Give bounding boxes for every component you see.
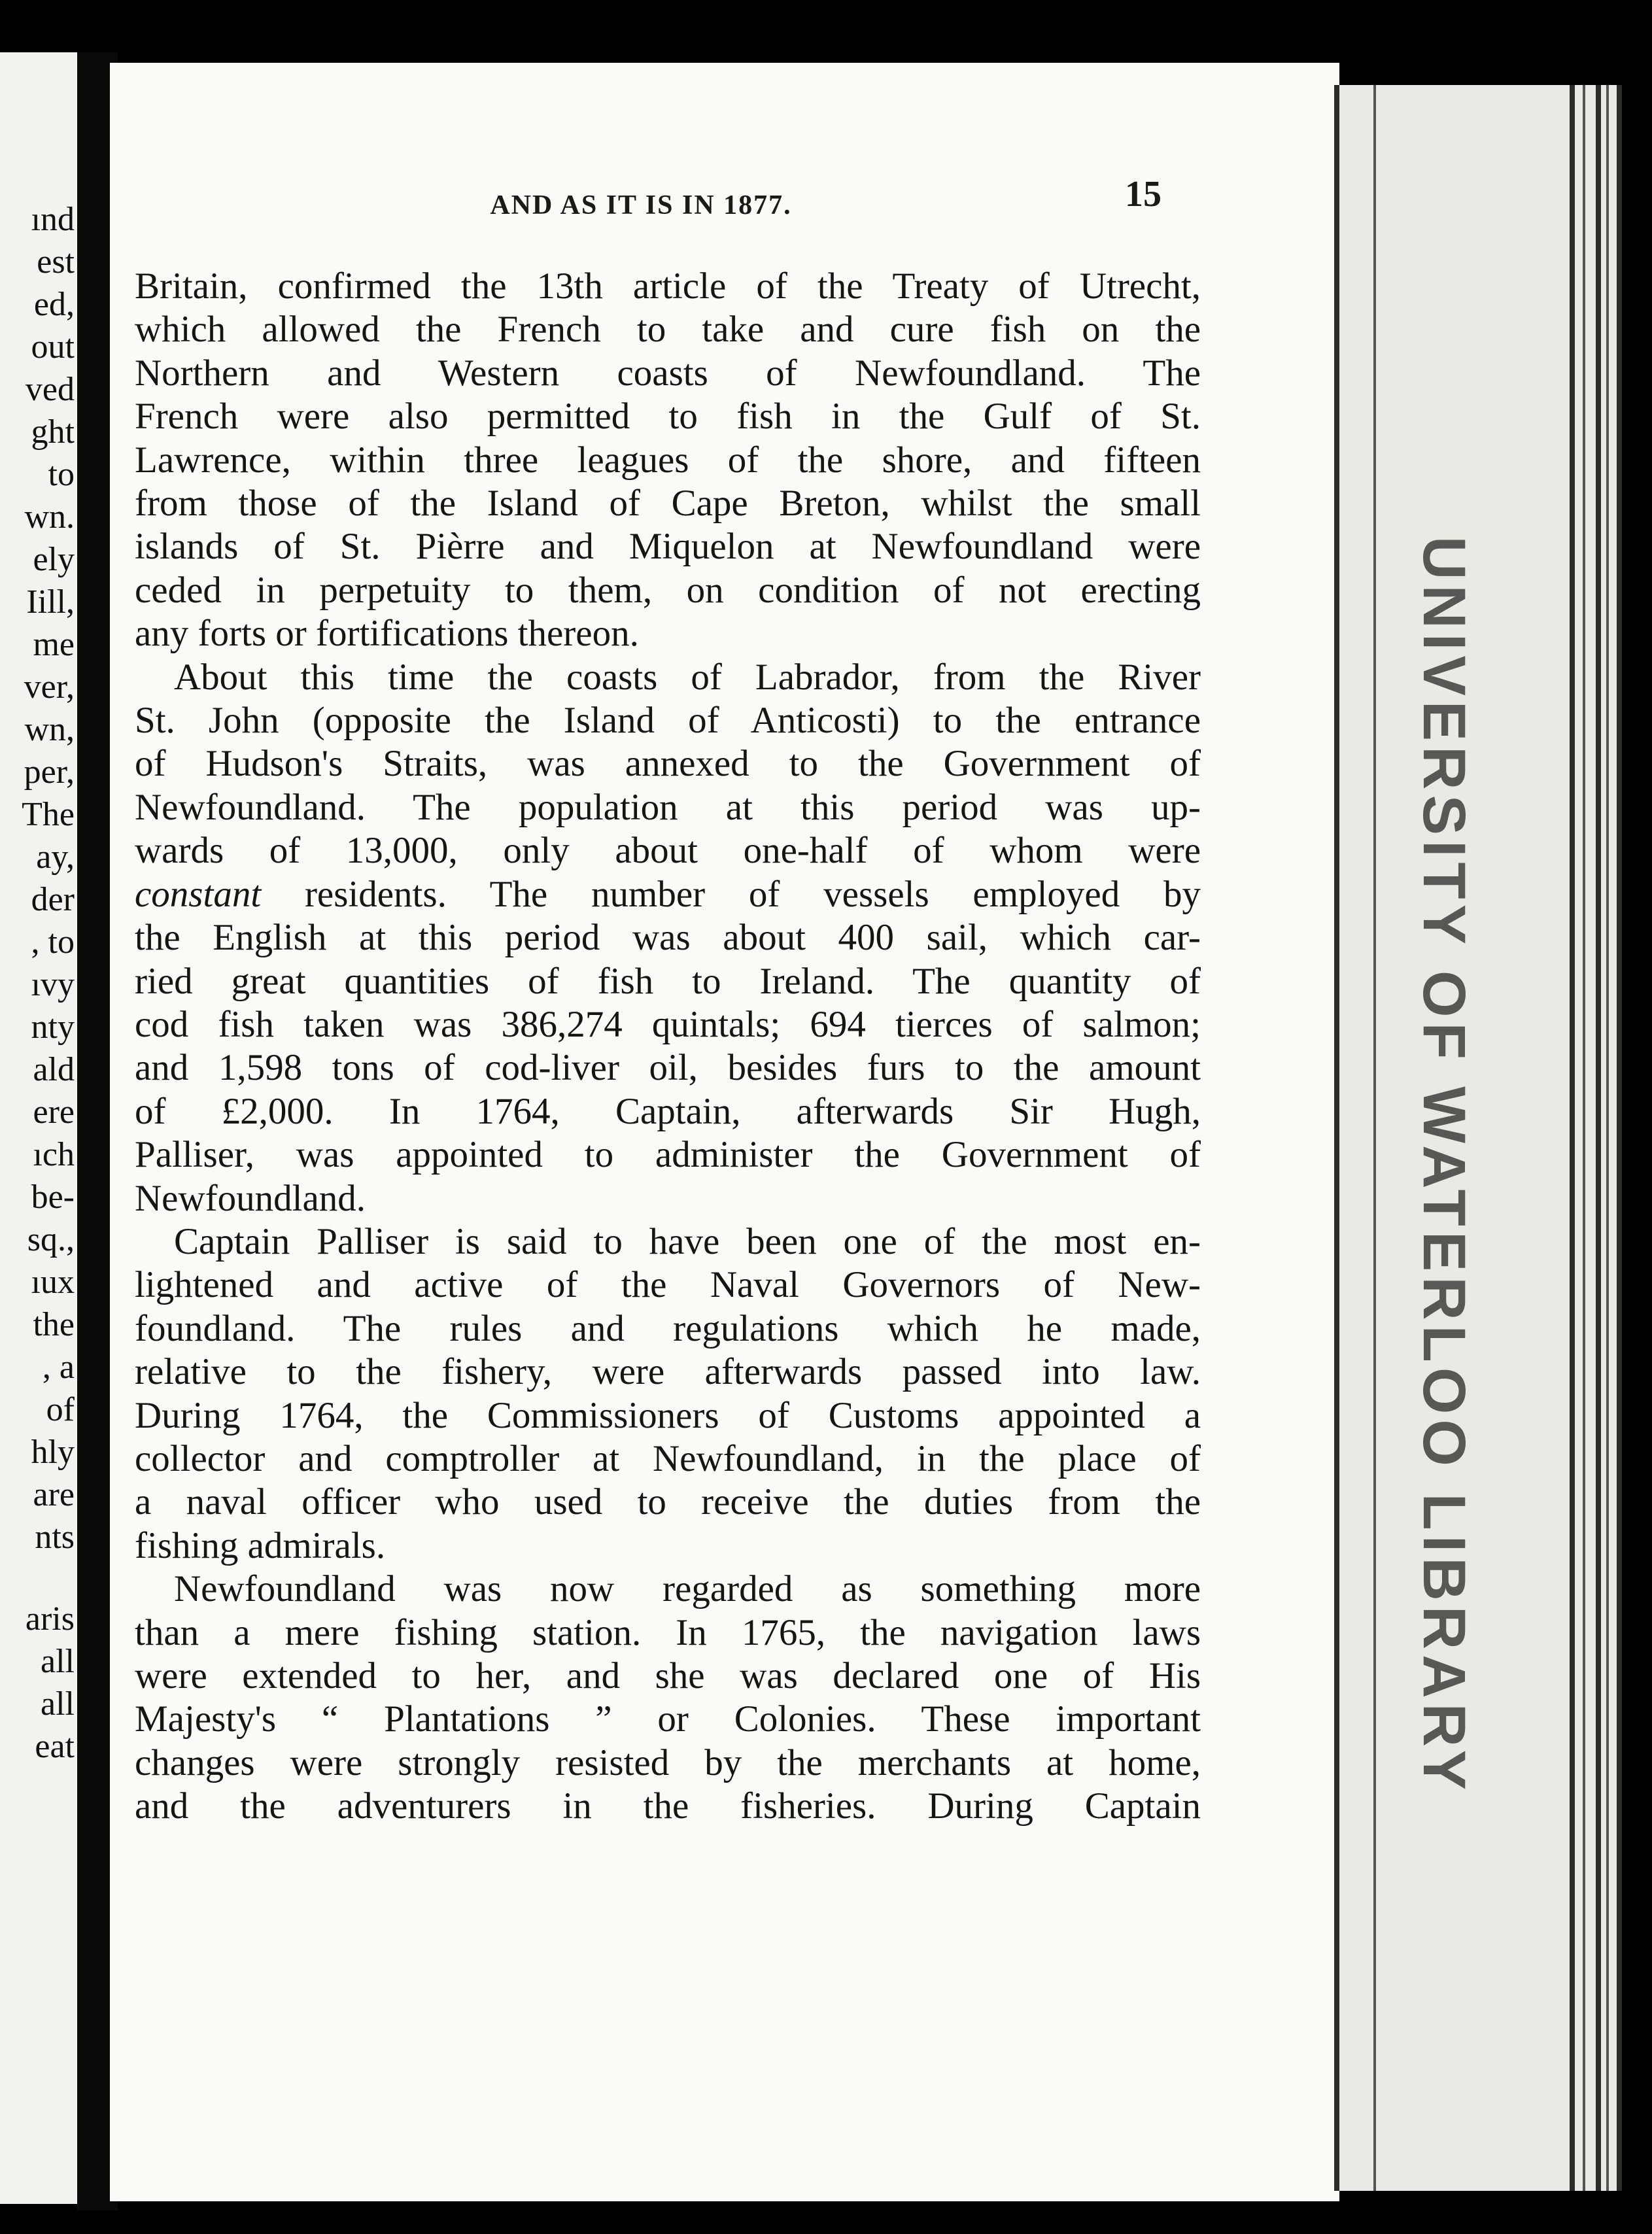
text-line: from those of the Island of Cape Breton, whilst the small	[135, 483, 1201, 524]
text-line: Newfoundland was now regarded as something more	[174, 1568, 1201, 1610]
page-edge-line	[1606, 85, 1609, 2191]
library-stamp: UNIVERSITY OF WATERLOO LIBRARY	[1411, 536, 1477, 1796]
facing-page-fragment: to	[48, 456, 75, 493]
text-line: changes were strongly resisted by the merchants at home,	[135, 1742, 1201, 1783]
facing-page-fragment: are	[33, 1476, 75, 1513]
page-edge-line	[1373, 85, 1376, 2191]
text-line: and 1,598 tons of cod-liver oil, besides furs to the amount	[135, 1047, 1201, 1089]
text-line: Captain Palliser is said to have been one of the most en-	[174, 1220, 1201, 1262]
facing-page-fragment: the	[33, 1306, 75, 1343]
facing-page-fragment: all	[41, 1643, 75, 1680]
facing-page-fragment: ay,	[36, 838, 75, 876]
facing-page-fragment: ed,	[33, 286, 75, 323]
facing-page-fragment: ved	[25, 371, 75, 408]
text-line: Lawrence, within three leagues of the shore, and fifteen	[135, 439, 1201, 481]
facing-page-fragment: ere	[33, 1093, 75, 1131]
text-line: constant residents. The number of vessels employed by	[135, 873, 1201, 915]
facing-page-fragment: of	[46, 1391, 75, 1428]
facing-page-edge	[0, 52, 77, 2204]
text-line: ried great quantities of fish to Ireland. The quantity of	[135, 960, 1201, 1002]
text-line: of Hudson's Straits, was annexed to the Government of	[135, 743, 1201, 785]
facing-page-fragment: per,	[24, 753, 75, 791]
text-line: ceded in perpetuity to them, on condition of not erecting	[135, 569, 1201, 611]
facing-page-fragment: ver,	[24, 668, 75, 706]
facing-page-fragment: der	[31, 881, 75, 918]
text-line: foundland. The rules and regulations which he made,	[135, 1307, 1201, 1349]
facing-page-fragment: nty	[31, 1008, 75, 1046]
text-line: of £2,000. In 1764, Captain, afterwards Sir Hugh,	[135, 1090, 1201, 1132]
text-line: a naval officer who used to receive the duties from the	[135, 1481, 1201, 1523]
facing-page-fragment: out	[31, 328, 75, 366]
facing-page-fragment: The	[22, 796, 75, 833]
text-line: Newfoundland.	[135, 1177, 366, 1219]
facing-page-fragment: ely	[33, 541, 75, 578]
facing-page-fragment: wn,	[24, 711, 75, 748]
facing-page-fragment: , to	[31, 923, 75, 961]
text-line: relative to the fishery, were afterwards passed into law.	[135, 1351, 1201, 1393]
page-edges	[1334, 85, 1622, 2191]
facing-page-fragment: hly	[31, 1434, 75, 1471]
facing-page-fragment: ıux	[31, 1263, 75, 1301]
page-edge-line	[1583, 85, 1585, 2191]
paragraph	[135, 656, 1201, 1220]
facing-page-fragment: be-	[31, 1178, 75, 1216]
text-line: cod fish taken was 386,274 quintals; 694 tierces of salmon;	[135, 1003, 1201, 1045]
facing-page-fragment: me	[33, 626, 75, 663]
text-line: wards of 13,000, only about one-half of whom were	[135, 830, 1201, 872]
facing-page-fragment: ıvy	[31, 966, 75, 1003]
text-line: Palliser, was appointed to administer the Government of	[135, 1134, 1201, 1176]
paragraph	[135, 1568, 1201, 1828]
text-line: Newfoundland. The population at this period was up-	[135, 786, 1201, 828]
page-edge-line	[1570, 85, 1575, 2191]
facing-page-fragment: wn.	[24, 498, 75, 536]
text-line: which allowed the French to take and cure fish on the	[135, 309, 1201, 351]
text-line: Britain, confirmed the 13th article of the Treaty of Utrecht,	[135, 266, 1201, 307]
text-line: fishing admirals.	[135, 1524, 386, 1566]
paragraph	[135, 265, 1201, 656]
facing-page-fragment: ald	[33, 1051, 75, 1088]
text-line: the English at this period was about 400 sail, which car-	[135, 917, 1201, 959]
page-edge-line	[1617, 85, 1622, 2191]
body-text	[135, 265, 1201, 1829]
text-line: any forts or fortifications thereon.	[135, 613, 639, 655]
facing-page-fragment: nts	[35, 1519, 75, 1556]
text-line: About this time the coasts of Labrador, from the River	[174, 656, 1201, 698]
page-edge-line	[1596, 85, 1601, 2191]
text-line: During 1764, the Commissioners of Customs appointed a	[135, 1394, 1201, 1436]
paragraph	[135, 1220, 1201, 1568]
text-line: collector and comptroller at Newfoundland, in the place of	[135, 1437, 1201, 1479]
text-line: French were also permitted to fish in the Gulf of St.	[135, 396, 1201, 438]
text-line: than a mere fishing station. In 1765, the navigation laws	[135, 1611, 1201, 1653]
facing-page-fragment: ght	[31, 413, 75, 451]
facing-page-fragment: est	[37, 243, 75, 281]
text-line: St. John (opposite the Island of Anticosti) to the entrance	[135, 700, 1201, 742]
running-head: AND AS IT IS IN 1877.	[490, 190, 792, 220]
facing-page-fragment: , a	[42, 1349, 75, 1386]
text-line: were extended to her, and she was declared one of His	[135, 1655, 1201, 1696]
text-line: and the adventurers in the fisheries. During Captain	[135, 1785, 1201, 1827]
page-number: 15	[1125, 174, 1162, 215]
facing-page-fragment: ıch	[33, 1136, 75, 1173]
facing-page-fragment: all	[41, 1685, 75, 1723]
text-line: Majesty's “ Plantations ” or Colonies. These important	[135, 1698, 1201, 1740]
page-edge-line	[1334, 85, 1339, 2191]
text-line: Northern and Western coasts of Newfoundland. The	[135, 352, 1201, 394]
facing-page-fragment: eat	[35, 1728, 75, 1765]
facing-page-fragment: sq.,	[27, 1221, 75, 1258]
facing-page-fragment: aris	[25, 1600, 75, 1638]
facing-page-fragment: ınd	[31, 201, 75, 238]
text-line: lightened and active of the Naval Governors of New-	[135, 1264, 1201, 1306]
facing-page-fragment: Iill,	[26, 583, 75, 621]
text-line: islands of St. Pièrre and Miquelon at Newfoundland were	[135, 526, 1201, 568]
